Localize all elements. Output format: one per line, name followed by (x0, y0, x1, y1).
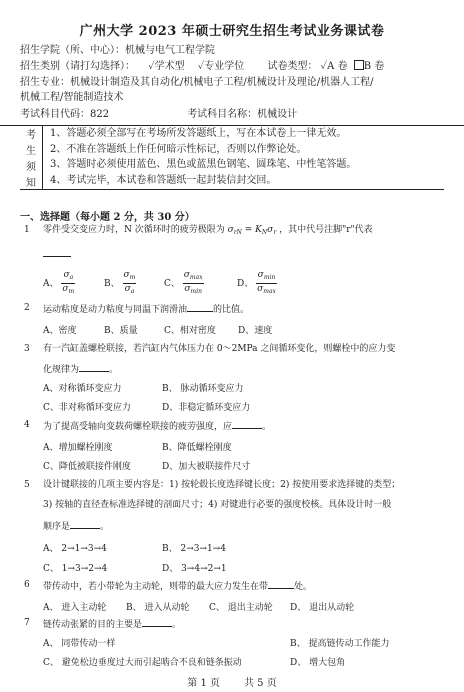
subject-value: 机械设计 (257, 109, 298, 120)
college-line (20, 44, 215, 57)
instructions-label-char: 生 (26, 145, 36, 157)
option-c: C、 $\frac{\sigma_{max}}{\sigma_{min}}$ (164, 270, 203, 295)
paper-type-a: ✓A 卷 (320, 61, 348, 72)
option-b: B、 提高链传动工作能力 (290, 639, 390, 649)
college-value: 机械与电气工程学院 (125, 45, 215, 56)
instructions-label (20, 125, 43, 189)
option-b: B、质量 (104, 326, 138, 336)
category-professional: ✓专业学位 (197, 61, 245, 72)
question-3-text-2: 化规律为 。 (43, 362, 118, 377)
category-academic: ✓学术型 (148, 61, 185, 72)
instructions-label-char: 知 (26, 177, 36, 189)
option-b: B、降低螺栓刚度 (162, 443, 232, 453)
exam-title: 广州大学 2023 年硕士研究生招生考试业务课试卷 (79, 24, 385, 39)
question-number: 2 (24, 303, 30, 313)
question-number: 5 (24, 480, 30, 490)
major-line-2: 机械工程/智能制造技术 (20, 92, 124, 103)
question-5-text: 设计键联接的几项主要内容是：1) 按轮毂长度选择键长度；2) 按使用要求选择键的类型； (43, 480, 401, 490)
instructions-label-char: 须 (26, 161, 36, 173)
option-c: C、降低被联接件刚度 (43, 462, 131, 472)
option-a: A、 进入主动轮 (43, 603, 107, 613)
subject-label: 考试科目名称： (187, 109, 258, 120)
option-c: C、非对称循环变应力 (43, 403, 131, 413)
code-label: 考试科目代码： (20, 109, 90, 120)
question-3-text: 有一汽缸盖螺栓联接，若汽缸内气体压力在 0～2MPa 之间循环变化，则螺栓中的应力变 (43, 344, 396, 354)
paper-type-label: 试卷类型： (267, 61, 318, 72)
option-d: D、非稳定循环变应力 (162, 403, 251, 413)
option-c: C、 退出主动轮 (209, 603, 273, 613)
question-2-text: 运动粘度是动力粘度与同温下润滑油 的比值。 (43, 302, 249, 317)
option-b: B、 脉动循环变应力 (162, 384, 244, 394)
question-number: 7 (24, 618, 30, 628)
question-5-text-2: 3) 按轴的直径查标准选择键的剖面尺寸；4) 对键进行必要的强度校核。具体设计时一般 (43, 500, 392, 510)
code-value: 822 (90, 109, 110, 120)
college-label: 招生学院（所、中心）： (20, 45, 125, 56)
formula: $\sigma_{rN} = K_N\sigma_r$ (227, 225, 277, 236)
instruction-item: 2、不准在答题纸上作任何暗示性标记，否则以作弊论处。 (50, 143, 307, 155)
question-number: 1 (24, 225, 30, 235)
question-7-text: 链传动张紧的目的主要是 。 (43, 617, 181, 632)
question-number: 3 (24, 344, 30, 354)
option-a: A、增加螺栓刚度 (43, 443, 113, 453)
option-b: B、 $\frac{\sigma_m}{\sigma_a}$ (104, 270, 136, 295)
page-number: 第 1 页 (187, 678, 220, 689)
section-title: 一、选择题（每小题 2 分，共 30 分） (20, 212, 195, 223)
question-number: 6 (24, 580, 30, 590)
option-a: A、 同带传动一样 (43, 639, 116, 649)
instruction-item: 1、答题必须全部写在考场所发答题纸上，写在本试卷上一律无效。 (50, 128, 347, 139)
option-d: D、 3→4→2→1 (162, 564, 227, 574)
option-c: C、相对密度 (164, 326, 216, 336)
category-line (20, 60, 384, 73)
option-a: A、密度 (43, 326, 77, 336)
instruction-item: 3、答题时必须使用蓝色、黑色或蓝黑色钢笔、圆珠笔、中性笔答题。 (50, 159, 357, 170)
page-total: 共 5 页 (244, 678, 277, 689)
category-label: 招生类别（请打勾选择）： (20, 61, 135, 72)
instructions-label-char: 考 (26, 129, 36, 141)
paper-type-b: B 卷 (363, 61, 385, 72)
instruction-item: 4、考试完毕，本试卷和答题纸一起封装信封交回。 (50, 174, 277, 186)
question-5-text-3: 顺序是 。 (43, 519, 109, 534)
subject-line (20, 108, 297, 121)
option-d: D、速度 (238, 326, 273, 336)
candidate-instructions (20, 125, 444, 190)
question-4-text: 为了提高受轴向变载荷螺栓联接的疲劳强度，应 。 (43, 419, 271, 434)
option-d: D、 增大包角 (290, 658, 346, 668)
option-d: D、 退出从动轮 (290, 603, 355, 613)
answer-blank (43, 247, 71, 262)
option-b: B、 进入从动轮 (126, 603, 190, 613)
option-d: D、加大被联接件尺寸 (162, 462, 251, 472)
option-c: C、 1→3→2→4 (43, 564, 108, 574)
option-a: A、 $\frac{\sigma_a}{\sigma_m}$ (43, 270, 75, 295)
option-d: D、 $\frac{\sigma_{min}}{\sigma_{max}}$ (237, 270, 276, 295)
page-footer (0, 674, 464, 689)
exam-header (0, 44, 464, 126)
major-line-1: 招生专业：机械设计制造及其自动化/机械电子工程/机械设计及理论/机器人工程/ (20, 77, 374, 88)
option-a: A、 2→1→3→4 (43, 544, 107, 554)
question-number: 4 (24, 420, 30, 430)
instructions-list (50, 126, 356, 188)
option-a: A、对称循环变应力 (43, 384, 122, 394)
checkbox-b (354, 60, 364, 70)
option-b: B、 2→3→1→4 (162, 544, 227, 554)
question-6-text: 带传动中，若小带轮为主动轮，则带的最大应力发生在带 处。 (43, 579, 312, 594)
question-1-text: 零件受交变应力时，N 次循环时的疲劳极限为 $\sigma_{rN} = K_N\sigma_r$ ，其中代号注脚"r"代表 (43, 225, 373, 236)
option-c: C、 避免松边垂度过大而引起啮合不良和链条振动 (43, 658, 242, 668)
